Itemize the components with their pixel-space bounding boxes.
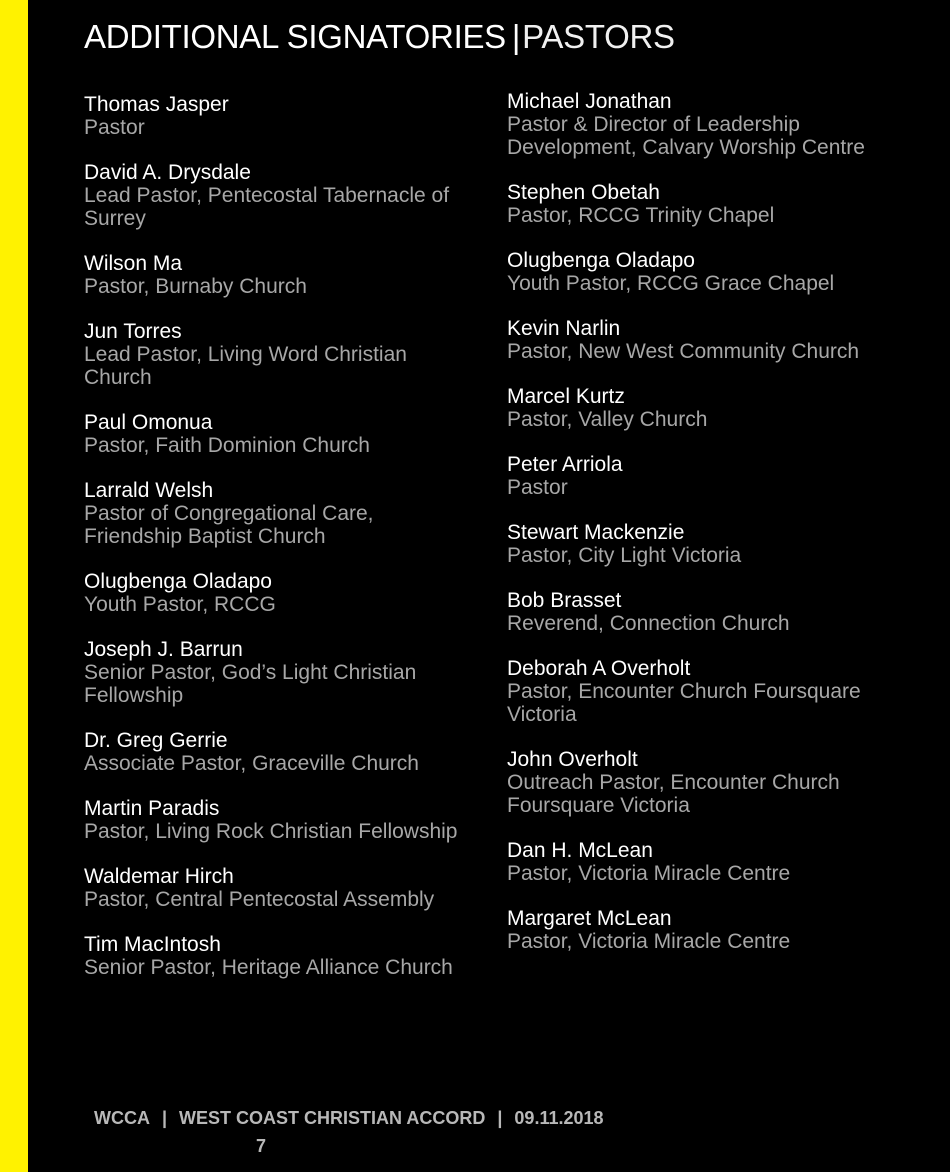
signatory-name: David A. Drysdale — [84, 161, 251, 184]
signatory-role: Associate Pastor, Graceville Church — [84, 752, 419, 775]
signatory-entry — [84, 933, 484, 979]
signatory-entry — [507, 521, 907, 567]
signatory-name: Larrald Welsh — [84, 479, 214, 502]
signatory-entry — [507, 453, 907, 499]
signatory-name: Olugbenga Oladapo — [507, 249, 695, 272]
signatory-role: Pastor, Encounter Church Foursquare Victoria — [507, 680, 861, 726]
signatory-entry — [507, 249, 907, 295]
signatory-role: Pastor — [507, 476, 568, 499]
signatory-entry — [84, 161, 484, 230]
signatory-role: Pastor, RCCG Trinity Chapel — [507, 204, 775, 227]
signatory-name: Margaret McLean — [507, 907, 672, 930]
signatory-entry — [507, 385, 907, 431]
signatory-name: Kevin Narlin — [507, 317, 621, 340]
page-footer — [94, 1108, 604, 1129]
signatory-name: Waldemar Hirch — [84, 865, 234, 888]
signatory-role: Pastor, Faith Dominion Church — [84, 434, 370, 457]
signatory-name: Stephen Obetah — [507, 181, 660, 204]
signatory-entry — [84, 797, 484, 843]
footer-org-full: WEST COAST CHRISTIAN ACCORD — [179, 1108, 486, 1128]
yellow-accent-bar — [0, 0, 28, 1172]
footer-separator: | — [497, 1108, 503, 1128]
signatory-role: Youth Pastor, RCCG — [84, 593, 276, 616]
signatory-entry — [84, 320, 484, 389]
signatory-entry — [84, 479, 484, 548]
signatory-role: Pastor, Central Pentecostal Assembly — [84, 888, 435, 911]
signatory-name: Deborah A Overholt — [507, 657, 691, 680]
signatory-role: Lead Pastor, Living Word Christian Church — [84, 343, 407, 389]
signatory-entry — [507, 839, 907, 885]
title-sub: PASTORS — [522, 18, 675, 55]
signatory-entry — [507, 748, 907, 817]
signatory-name: Thomas Jasper — [84, 93, 229, 116]
footer-separator: | — [162, 1108, 168, 1128]
signatory-role: Senior Pastor, God’s Light Christian Fellowship — [84, 661, 417, 707]
signatory-name: John Overholt — [507, 748, 638, 771]
left-signatory-column — [84, 93, 484, 1001]
signatory-name: Peter Arriola — [507, 453, 623, 476]
signatory-entry — [507, 657, 907, 726]
page-title — [84, 18, 675, 56]
signatory-entry — [84, 865, 484, 911]
signatory-name: Stewart Mackenzie — [507, 521, 685, 544]
signatory-name: Olugbenga Oladapo — [84, 570, 272, 593]
signatory-entry — [84, 411, 484, 457]
signatory-role: Pastor — [84, 116, 145, 139]
signatory-role: Pastor, Burnaby Church — [84, 275, 307, 298]
page-number: 7 — [256, 1136, 267, 1156]
signatory-name: Wilson Ma — [84, 252, 183, 275]
signatory-entry — [507, 90, 907, 159]
signatory-role: Pastor & Director of Leadership Development, Calvary Worship Centre — [507, 113, 865, 159]
signatory-name: Michael Jonathan — [507, 90, 672, 113]
title-main: ADDITIONAL SIGNATORIES — [84, 18, 506, 55]
signatory-entry — [84, 93, 484, 139]
footer-org-short: WCCA — [94, 1108, 150, 1128]
signatory-role: Reverend, Connection Church — [507, 612, 790, 635]
signatory-role: Pastor, Valley Church — [507, 408, 708, 431]
signatory-role: Youth Pastor, RCCG Grace Chapel — [507, 272, 835, 295]
signatory-name: Tim MacIntosh — [84, 933, 221, 956]
signatory-role: Outreach Pastor, Encounter Church Foursquare Victoria — [507, 771, 840, 817]
signatory-name: Jun Torres — [84, 320, 182, 343]
right-signatory-column — [507, 90, 907, 975]
signatory-entry — [507, 317, 907, 363]
signatory-entry — [84, 638, 484, 707]
signatory-entry — [507, 907, 907, 953]
signatory-entry — [84, 252, 484, 298]
signatory-name: Marcel Kurtz — [507, 385, 625, 408]
signatory-role: Pastor, Victoria Miracle Centre — [507, 862, 791, 885]
signatory-role: Senior Pastor, Heritage Alliance Church — [84, 956, 453, 979]
signatory-role: Lead Pastor, Pentecostal Tabernacle of Surrey — [84, 184, 450, 230]
signatory-name: Dan H. McLean — [507, 839, 653, 862]
title-separator: | — [511, 18, 521, 55]
signatory-name: Bob Brasset — [507, 589, 622, 612]
signatory-name: Dr. Greg Gerrie — [84, 729, 228, 752]
signatory-role: Pastor, New West Community Church — [507, 340, 860, 363]
signatory-role: Pastor, Living Rock Christian Fellowship — [84, 820, 458, 843]
signatory-entry — [507, 181, 907, 227]
footer-date: 09.11.2018 — [514, 1108, 604, 1128]
signatory-entry — [84, 729, 484, 775]
signatory-entry — [507, 589, 907, 635]
signatory-entry — [84, 570, 484, 616]
signatory-role: Pastor of Congregational Care, Friendship Baptist Church — [84, 502, 374, 548]
signatory-role: Pastor, City Light Victoria — [507, 544, 742, 567]
signatory-name: Martin Paradis — [84, 797, 220, 820]
signatory-name: Joseph J. Barrun — [84, 638, 243, 661]
signatory-role: Pastor, Victoria Miracle Centre — [507, 930, 791, 953]
signatory-name: Paul Omonua — [84, 411, 213, 434]
